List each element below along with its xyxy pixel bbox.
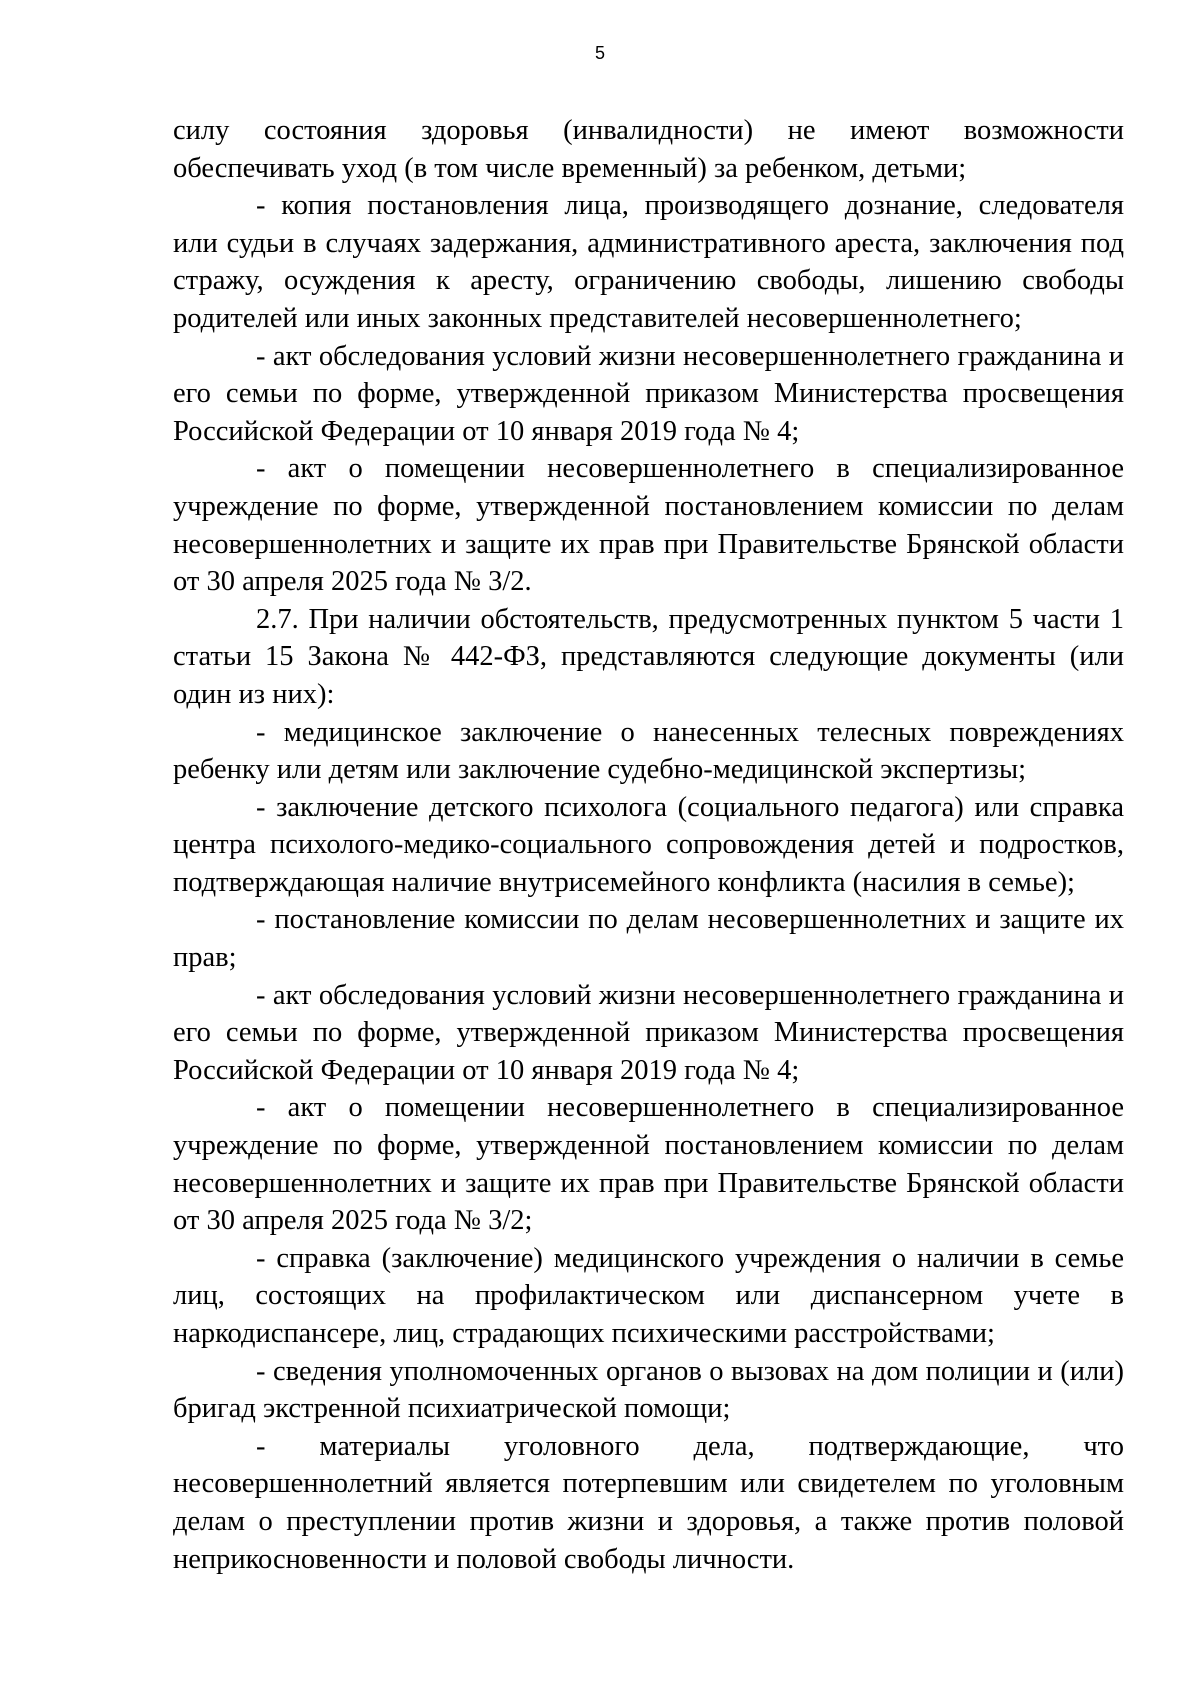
list-item: - акт обследования условий жизни несовершеннолетнего гражданина и его семьи по форме, утвержденной приказом Министерства просвещения Российской Федерации от 10 января 2019 года № 4; [173, 979, 1124, 1086]
section-paragraph: 2.7. При наличии обстоятельств, предусмотренных пунктом 5 части 1 статьи 15 Закона № 442-ФЗ, представляются следующие документы (или один из них): [173, 603, 1124, 710]
list-item: - постановление комиссии по делам несовершеннолетних и защите их прав; [173, 904, 1124, 974]
list-item: - акт о помещении несовершеннолетнего в специализированное учреждение по форме, утвержденной постановлением комиссии по делам несовершеннолетних и защите их прав при Правительстве Брянской области от 30 апреля 2025 года № 3/2; [173, 1092, 1124, 1237]
list-item: - справка (заключение) медицинского учреждения о наличии в семье лиц, состоящих на профилактическом или диспансерном учете в наркодиспансере, лиц, страдающих психическими расстройствами; [173, 1242, 1124, 1349]
paragraph: силу состояния здоровья (инвалидности) не имеют возможности обеспечивать уход (в том числе временный) за ребенком, детьми; [173, 115, 1124, 184]
list-item: - копия постановления лица, производящего дознание, следователя или судьи в случаях задержания, административного ареста, заключения под стражу, осуждения к аресту, ограничению свободы, лишению свободы родителей или иных законных представителей несовершеннолетнего; [173, 190, 1124, 334]
page-number: 5 [594, 43, 605, 63]
list-item: - заключение детского психолога (социального педагога) или справка центра психолого-медико-социального сопровождения детей и подростков, подтверждающая наличие внутрисемейного конфликта (насилия в семье); [173, 791, 1124, 898]
document-body [173, 112, 1124, 1578]
list-item: - материалы уголовного дела, подтверждающие, что несовершеннолетний является потерпевшим или свидетелем по уголовным делам о преступлении против жизни и здоровья, а также против половой неприкосновенности и половой свободы личности. [173, 1430, 1124, 1575]
list-item: - медицинское заключение о нанесенных телесных повреждениях ребенку или детям или заключение судебно-медицинской экспертизы; [173, 716, 1124, 786]
list-item: - акт о помещении несовершеннолетнего в специализированное учреждение по форме, утвержденной постановлением комиссии по делам несовершеннолетних и защите их прав при Правительстве Брянской области от 30 апреля 2025 года № 3/2. [173, 453, 1124, 598]
list-item: - акт обследования условий жизни несовершеннолетнего гражданина и его семьи по форме, утвержденной приказом Министерства просвещения Российской Федерации от 10 января 2019 года № 4; [173, 340, 1124, 447]
list-item: - сведения уполномоченных органов о вызовах на дом полиции и (или) бригад экстренной психиатрической помощи; [173, 1355, 1124, 1425]
